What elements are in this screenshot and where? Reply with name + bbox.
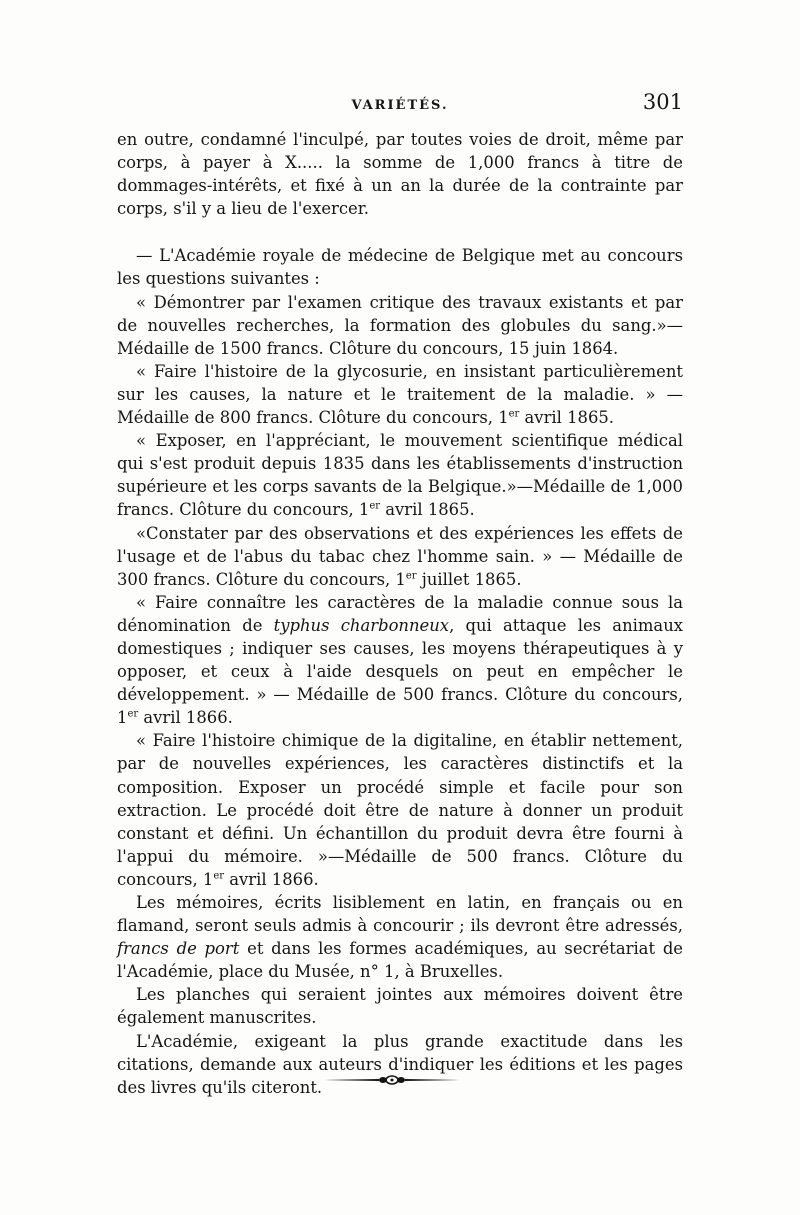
superscript-ordinal: er	[213, 870, 225, 882]
text-run: , qui attaque les animaux domestiques ; indiquer ses causes, les moyens thérapeutiques à y opposer, et ceux à l'aide desquels on peut en empêcher le développement. » — Médaille de 500 francs. Clôture du concours, 1	[117, 615, 683, 728]
paragraph-citations	[117, 1030, 683, 1099]
paragraph-question-typhus	[117, 591, 683, 730]
text-run: « Démontrer par l'examen critique des travaux existants et par de nouvelles recherches, la formation des globules du sang.»—Médaille de 1500 francs. Clôture du concours, 15 juin 1864.	[117, 292, 683, 358]
text-run: avril 1866.	[138, 708, 233, 728]
text-run: et dans les formes académiques, au secrétariat de l'Académie, place du Musée, n° 1, à Bruxelles.	[117, 939, 684, 982]
superscript-ordinal: er	[369, 500, 381, 512]
paragraph-continuation	[117, 128, 683, 220]
text-run: avril 1866.	[224, 869, 319, 889]
text-run: avril 1865.	[519, 408, 615, 428]
paragraph-question-globules	[117, 291, 683, 360]
page-header	[117, 88, 683, 118]
italic-text: typhus charbonneux	[273, 615, 450, 635]
text-run: « Faire l'histoire chimique de la digitaline, en établir nettement, par de nouvelles expériences, les caractères distinctifs et la composition. Exposer un procédé simple et facile pour son extraction. Le procédé doit être de nature à donner un produit constant et défini. Un échantillon du produit devra être fourni à l'appui du mémoire. »—Médaille de 500 francs. Clôture du concours, 1	[117, 731, 683, 889]
tailpiece-ornament-icon	[321, 1072, 463, 1088]
text-run: « Exposer, en l'appréciant, le mouvement scientifique médical qui s'est produit depuis 1835 dans les établissements d'instruction supérieure et les corps savants de la Belgique.»—Médaille de 1,000 francs. Clôture du concours, 1	[117, 431, 683, 520]
text-run: L'Académie, exigeant la plus grande exactitude dans les citations, demande aux auteurs d'indiquer les éditions et les pages des livres qu'ils citeront.	[117, 1031, 683, 1097]
paragraph-question-mouvement	[117, 429, 683, 521]
italic-text: francs de port	[117, 939, 240, 959]
text-run: «Constater par des observations et des expériences les effets de l'usage et de l'abus du tabac chez l'homme sain. » — Médaille de 300 francs. Clôture du concours, 1	[117, 523, 683, 589]
paragraph-memoires	[117, 891, 683, 983]
text-run: avril 1865.	[380, 500, 475, 520]
superscript-ordinal: er	[127, 708, 139, 720]
running-title: VARIÉTÉS.	[351, 98, 449, 113]
text-run: juillet 1865.	[416, 569, 522, 589]
paragraph-question-tabac	[117, 522, 683, 591]
text-run: Les planches qui seraient jointes aux mémoires doivent être également manuscrites.	[117, 985, 683, 1028]
page-number: 301	[642, 90, 683, 114]
body-text	[117, 128, 683, 1099]
text-run: — L'Académie royale de médecine de Belgique met au concours les questions suivantes :	[117, 246, 683, 289]
paragraph-question-digitaline	[117, 729, 683, 891]
text-run: « Faire l'histoire de la glycosurie, en insistant particulièrement sur les causes, la nature et le traitement de la maladie. » — Médaille de 800 francs. Clôture du concours, 1	[117, 361, 683, 428]
text-run: « Faire connaître les caractères de la maladie connue sous la dénomination de	[117, 592, 683, 635]
paragraph-planches	[117, 983, 683, 1029]
paragraph-question-glycosurie	[117, 360, 683, 429]
text-run: Les mémoires, écrits lisiblement en latin, en français ou en flamand, seront seuls admis à concourir ; ils devront être adressés,	[117, 893, 683, 936]
paragraph-academie-intro	[117, 244, 683, 290]
superscript-ordinal: er	[405, 570, 417, 582]
superscript-ordinal: er	[508, 408, 520, 420]
text-run: en outre, condamné l'inculpé, par toutes voies de droit, même par corps, à payer à X..... la somme de 1,000 francs à titre de dommages-intérêts, et fixé à un an la durée de la contrainte par corps, s'il y a lieu de l'exercer.	[117, 130, 683, 219]
